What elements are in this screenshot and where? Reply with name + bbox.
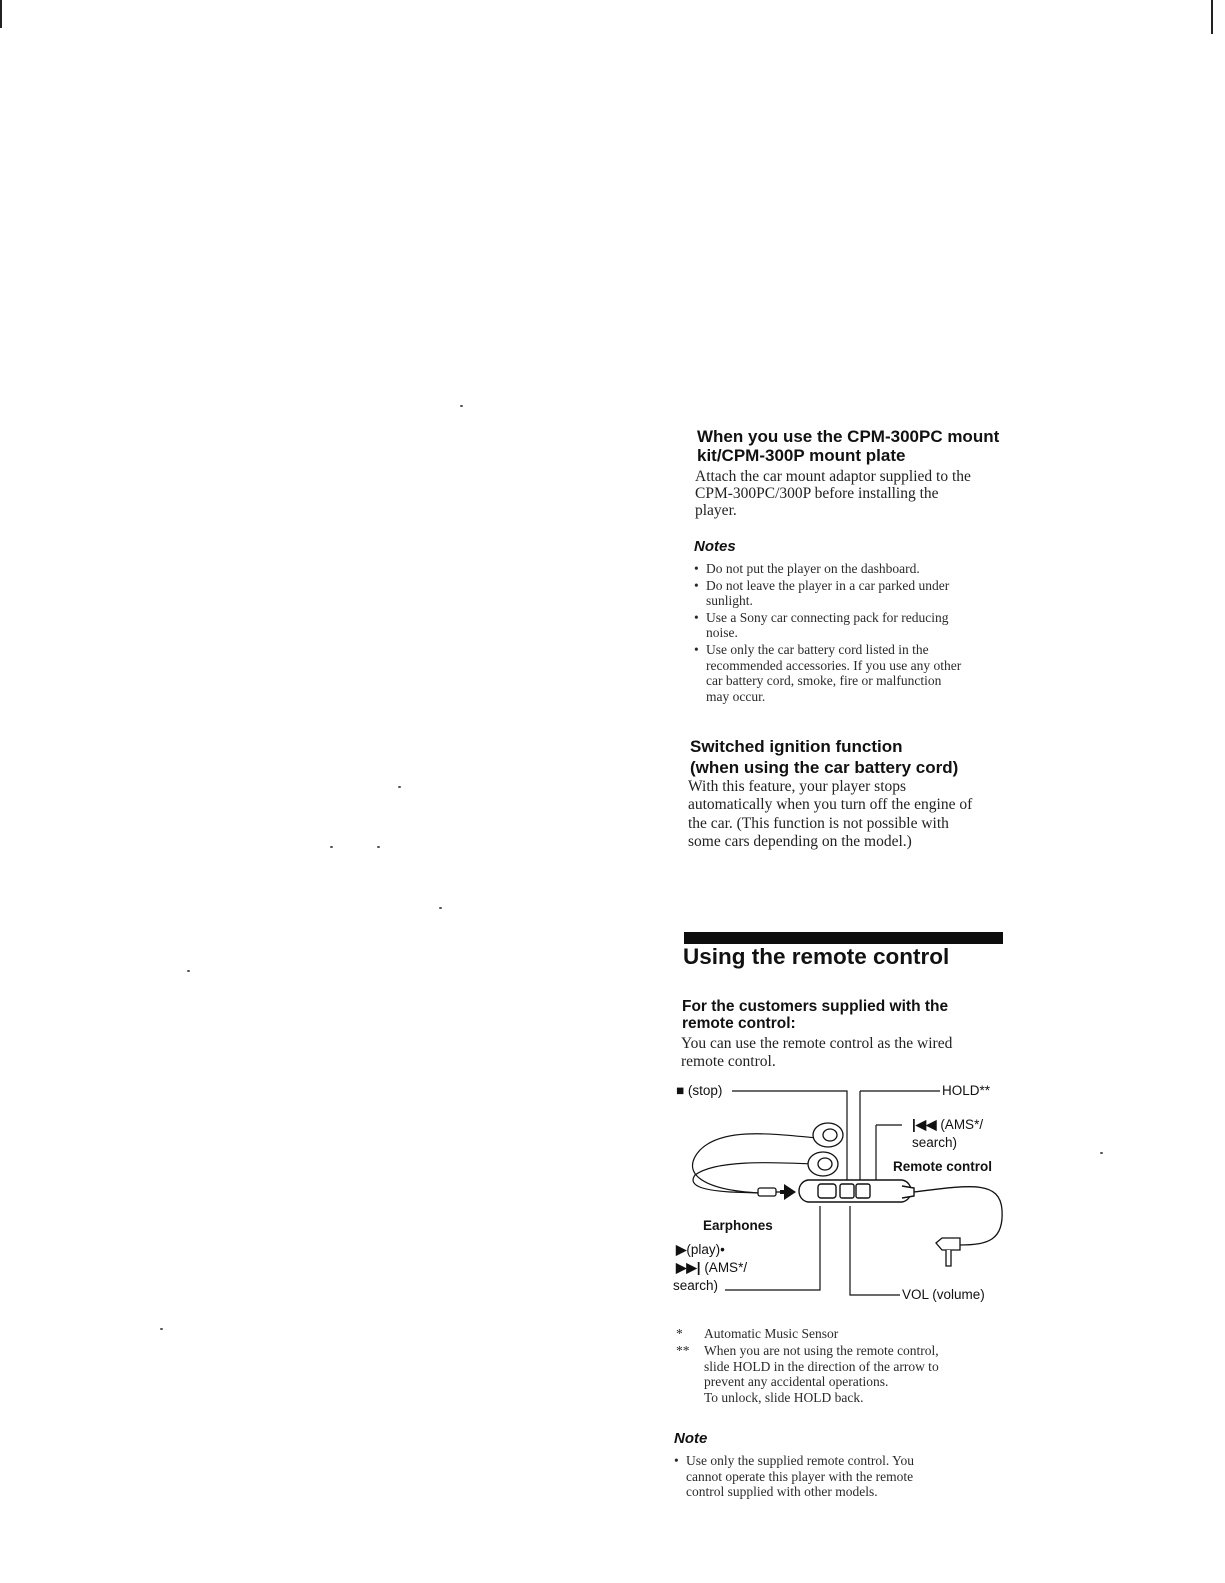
footnote-line: prevent any accidental operations. (704, 1374, 889, 1390)
note-item-line: Use only the supplied remote control. You (686, 1453, 914, 1468)
footnote-line: When you are not using the remote control, (704, 1343, 939, 1358)
arrow-icon (780, 1184, 796, 1200)
leader-vol (850, 1206, 900, 1295)
label-volume: VOL (volume) (902, 1287, 985, 1302)
remote-button-play (840, 1184, 854, 1198)
label-play (676, 1242, 725, 1258)
remote-button-stop (818, 1184, 836, 1198)
ignition-body-line3: the car. (This function is not possible with (688, 815, 949, 832)
remote-subheading-line2: remote control: (682, 1015, 796, 1032)
notes-item (694, 561, 1014, 577)
stop-icon: ■ (676, 1083, 685, 1098)
notes-item (694, 642, 1014, 704)
ignition-heading-line2: (when using the car battery cord) (690, 758, 959, 777)
notes-item (694, 578, 1014, 609)
remote-cord (914, 1187, 1002, 1245)
remote-button-prev (856, 1184, 870, 1198)
prev-track-icon: |◀◀ (912, 1117, 937, 1132)
earphone-cord-lower (693, 1163, 813, 1192)
mount-heading-line1: When you use the CPM-300PC mount (697, 427, 1000, 446)
footnote-mark: * (676, 1326, 683, 1341)
ignition-heading-line1: Switched ignition function (690, 737, 903, 756)
note-list (674, 1453, 994, 1501)
scan-speck (439, 907, 442, 909)
section-rule-bar (684, 932, 1003, 944)
notes-item-line: sunlight. (706, 593, 753, 609)
footnote-mark: ** (676, 1343, 690, 1358)
notes-item-line: Use a Sony car connecting pack for reducing (706, 609, 949, 625)
note-item-line: control supplied with other models. (686, 1484, 878, 1500)
scan-edge-right (1211, 0, 1213, 34)
label-next-line1: (AMS*/ (704, 1260, 748, 1275)
label-next-line2: search) (673, 1278, 719, 1293)
remote-body (799, 1180, 911, 1202)
footnote-line: Automatic Music Sensor (704, 1326, 839, 1341)
label-stop (676, 1083, 722, 1098)
footnote-line: To unlock, slide HOLD back. (704, 1389, 864, 1405)
notes-item-line: recommended accessories. If you use any other (706, 657, 962, 673)
label-prev-line2: search) (912, 1135, 958, 1150)
notes-item-line: Do not put the player on the dashboard. (706, 561, 920, 576)
notes-heading: Notes (694, 538, 736, 555)
label-stop-text: (stop) (687, 1083, 723, 1098)
label-play-text: (play)• (686, 1242, 725, 1257)
scan-speck (160, 1328, 163, 1330)
remote-control-diagram (670, 1080, 1015, 1320)
scan-speck (187, 970, 190, 972)
mount-body-line3: player. (695, 502, 737, 519)
remote-body-line2: remote control. (681, 1053, 776, 1070)
notes-item-line: car battery cord, smoke, fire or malfunction (706, 673, 942, 689)
next-track-icon: ▶▶| (676, 1260, 701, 1275)
player-plug (936, 1238, 960, 1250)
mount-body-line2: CPM-300PC/300P before installing the (695, 485, 939, 502)
note-heading: Note (674, 1430, 708, 1447)
notes-item (694, 610, 1014, 641)
remote-subheading-line1: For the customers supplied with the (682, 998, 949, 1015)
mount-body-line1: Attach the car mount adaptor supplied to the (695, 468, 971, 485)
label-earphones: Earphones (703, 1218, 773, 1233)
scan-speck (460, 405, 463, 407)
notes-item-line: noise. (706, 625, 738, 641)
notes-item-line: may occur. (706, 688, 766, 704)
scan-speck (1100, 1152, 1103, 1154)
mount-heading-line2: kit/CPM-300P mount plate (697, 446, 906, 465)
scan-speck (377, 846, 380, 848)
label-next (676, 1260, 747, 1276)
notes-item-line: Use only the car battery cord listed in the (706, 641, 929, 657)
label-hold: HOLD** (942, 1083, 991, 1098)
label-remote-control: Remote control (893, 1159, 993, 1174)
play-icon: ▶ (676, 1242, 687, 1257)
earphone-plug (758, 1188, 776, 1196)
footnote-hold (676, 1343, 939, 1405)
ignition-body-line2: automatically when you turn off the engine of (688, 796, 973, 813)
remote-section-title: Using the remote control (683, 944, 950, 969)
ignition-body-line4: some cars depending on the model.) (688, 833, 912, 850)
scan-speck (330, 846, 333, 848)
notes-item-line: Do not leave the player in a car parked under (706, 577, 950, 593)
note-item (674, 1453, 994, 1500)
scan-edge-left (0, 0, 2, 28)
ignition-body-line1: With this feature, your player stops (688, 778, 907, 795)
remote-body-line1: You can use the remote control as the wired (681, 1035, 953, 1052)
footnote-line: slide HOLD in the direction of the arrow to (704, 1358, 939, 1374)
label-prev-line1: (AMS*/ (940, 1117, 984, 1132)
scan-speck (398, 786, 401, 788)
note-item-line: cannot operate this player with the remote (686, 1468, 914, 1484)
footnote-ams (676, 1326, 838, 1342)
notes-list (694, 561, 1014, 705)
label-prev (912, 1117, 983, 1133)
